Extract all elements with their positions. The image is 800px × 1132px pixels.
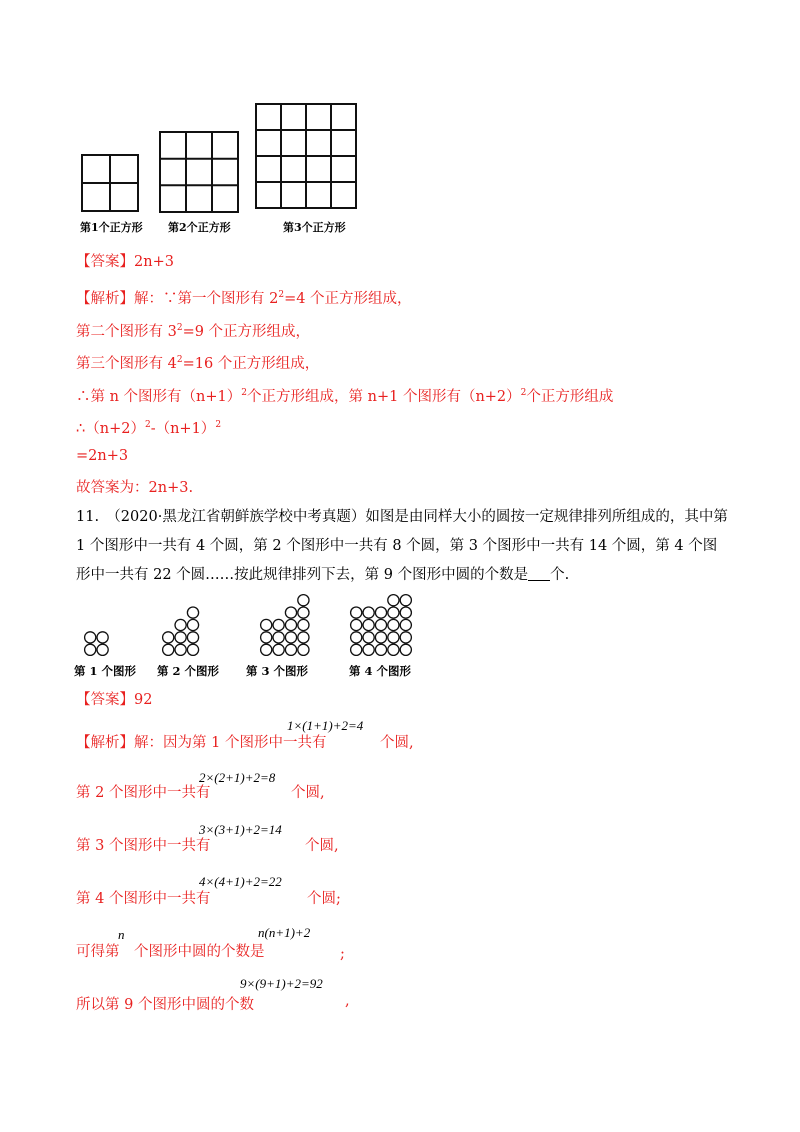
circle-mark xyxy=(388,607,399,618)
circle-mark xyxy=(375,619,386,630)
q10-analysis-line-4: ∴第 n 个图形有$(n+1)^2$个正方形组成，第 n+1 个图形有$(n+2)^2$个正方形组成 xyxy=(76,388,614,405)
circle-mark xyxy=(388,595,399,606)
circle-mark xyxy=(175,632,186,643)
q11-analysis-line-3: 第 3 个图形中一共有 xyxy=(76,838,211,854)
q10-answer: 【答案】2n+3 xyxy=(76,254,174,270)
circle-mark xyxy=(363,644,374,655)
circle-mark xyxy=(388,632,399,643)
circle-mark xyxy=(85,632,96,643)
circle-mark xyxy=(261,632,272,643)
square-caption-2: 第2个正方形 xyxy=(168,221,231,234)
q11-analysis-line-4: 第 4 个图形中一共有 xyxy=(76,891,211,907)
square-caption-3: 第3个正方形 xyxy=(283,221,346,234)
circle-mark xyxy=(285,619,296,630)
circle-caption-4: 第 4 个图形 xyxy=(349,664,412,678)
circle-mark xyxy=(298,644,309,655)
circle-mark xyxy=(273,619,284,630)
circle-mark xyxy=(298,595,309,606)
q10-analysis-line-7: 故答案为：2n+3. xyxy=(76,480,194,496)
formula-4: 4×(4+1)+2=22 xyxy=(199,874,282,889)
circles-figure xyxy=(80,590,440,662)
q10-analysis-line-3: 第三个图形有 $4^2=16$ 个正方形组成， xyxy=(76,355,320,372)
q11-analysis-line-2: 第 2 个图形中一共有 xyxy=(76,785,211,801)
formula-n: n xyxy=(118,927,125,942)
q11-analysis-post-1: 个圆, xyxy=(380,735,414,751)
circle-mark xyxy=(187,619,198,630)
circle-mark xyxy=(388,644,399,655)
circle-mark xyxy=(175,644,186,655)
circle-mark xyxy=(285,607,296,618)
q11-analysis-mid-5: 个图形中圆的个数是 xyxy=(134,944,265,960)
q11-answer: 【答案】92 xyxy=(76,692,153,708)
circle-mark xyxy=(375,632,386,643)
square-grid-3 xyxy=(256,104,356,208)
formula-6: 9×(9+1)+2=92 xyxy=(240,976,323,991)
circle-mark xyxy=(400,632,411,643)
circle-mark xyxy=(375,644,386,655)
circle-mark xyxy=(351,644,362,655)
circle-mark xyxy=(97,644,108,655)
q11-analysis-line-5: 可得第 xyxy=(76,944,120,960)
circle-mark xyxy=(400,607,411,618)
q11-question: 11. （2020·黑龙江省朝鲜族学校中考真题）如图是由同样大小的圆按一定规律排列所组成的，其中第 1 个图形中一共有 4 个圆，第 2 个图形中一共有 8 个圆，第 3 个图形中一共有 14 个圆，第 4 个图形中一共有 22 个圆……按此规律排列下去，第 9 个图形中圆的个数是 个. xyxy=(76,509,728,583)
circle-mark xyxy=(273,644,284,655)
circle-caption-2: 第 2 个图形 xyxy=(157,664,220,678)
q10-analysis-line-6: =2n+3 xyxy=(76,448,129,464)
circle-mark xyxy=(388,619,399,630)
q11-analysis-post-4: 个圆; xyxy=(307,891,341,907)
formula-3: 3×(3+1)+2=14 xyxy=(199,822,282,837)
circle-mark xyxy=(375,607,386,618)
circle-mark xyxy=(351,632,362,643)
circle-mark xyxy=(261,644,272,655)
circle-mark xyxy=(400,595,411,606)
q11-analysis-line-1: 【解析】解：因为第 1 个图形中一共有 xyxy=(76,735,327,751)
q11-analysis-post-5: ; xyxy=(340,946,345,962)
formula-2: 2×(2+1)+2=8 xyxy=(199,770,276,785)
circle-mark xyxy=(363,632,374,643)
circle-caption-3: 第 3 个图形 xyxy=(246,664,309,678)
circle-mark xyxy=(351,607,362,618)
circle-mark xyxy=(187,607,198,618)
circle-mark xyxy=(351,619,362,630)
q10-analysis-line-5: $\therefore(n+2)^2-(n+1)^2$ xyxy=(76,420,222,437)
circle-mark xyxy=(298,607,309,618)
circle-mark xyxy=(163,632,174,643)
circle-mark xyxy=(285,632,296,643)
circle-mark xyxy=(163,644,174,655)
circle-mark xyxy=(285,644,296,655)
circle-mark xyxy=(97,632,108,643)
square-grid-1 xyxy=(82,155,138,211)
circle-mark xyxy=(85,644,96,655)
answer-blank xyxy=(528,566,550,581)
circle-mark xyxy=(363,607,374,618)
circle-caption-1: 第 1 个图形 xyxy=(74,664,137,678)
circle-mark xyxy=(175,619,186,630)
circle-mark xyxy=(273,632,284,643)
circle-mark xyxy=(400,619,411,630)
circle-mark xyxy=(187,644,198,655)
formula-5: n(n+1)+2 xyxy=(258,925,311,940)
formula-1: 1×(1+1)+2=4 xyxy=(287,718,364,733)
q10-analysis-line-2: 第二个图形有 $3^2=9$ 个正方形组成， xyxy=(76,323,311,340)
q11-analysis-post-3: 个圆, xyxy=(305,838,339,854)
circle-mark xyxy=(363,619,374,630)
q11-analysis-post-2: 个圆, xyxy=(291,785,325,801)
q10-analysis-line-1: 【解析】解：∵第一个图形有 $2^2=4$ 个正方形组成， xyxy=(76,290,412,307)
square-caption-1: 第1个正方形 xyxy=(80,221,143,234)
circle-mark xyxy=(400,644,411,655)
circle-mark xyxy=(261,619,272,630)
circle-mark xyxy=(298,619,309,630)
q11-analysis-post-6: , xyxy=(345,993,350,1009)
circle-mark xyxy=(187,632,198,643)
q11-analysis-line-6: 所以第 9 个图形中圆的个数 xyxy=(76,997,254,1013)
circle-mark xyxy=(298,632,309,643)
square-grid-2 xyxy=(160,132,238,212)
